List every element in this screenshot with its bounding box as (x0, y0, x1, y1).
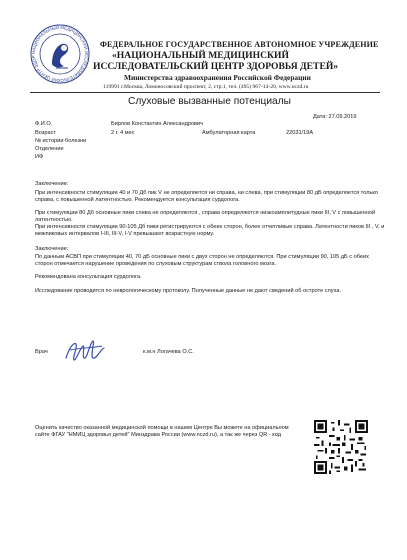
report-title: Слуховые вызванные потенциалы (128, 96, 291, 107)
history-label: № истории болезни (35, 138, 87, 144)
institution-logo-icon (30, 24, 90, 84)
card-label: Амбулаторная карта (202, 130, 256, 136)
conclusion1-paragraph2: При стимуляции 80 Дб основные пики слева не определяются , справа определяются низкоамплитудные пики III, V с повышенной латентностью. (35, 210, 376, 223)
header-org-line2: «НАЦИОНАЛЬНЫЙ МЕДИЦИНСКИЙ (112, 50, 289, 61)
header-org-line3: ИССЛЕДОВАТЕЛЬСКИЙ ЦЕНТР ЗДОРОВЬЯ ДЕТЕЙ» (93, 61, 339, 72)
fio-value: Бирлов Константин Александрович (111, 121, 204, 127)
svg-text:НАЦИОНАЛЬНЫЙ МЕДИЦИНСКИЙ ИССЛЕ: НАЦИОНАЛЬНЫЙ МЕДИЦИНСКИЙ ИССЛЕДОВАТЕЛЬСКИЙ ЦЕНТР ЗДОР (30, 24, 90, 84)
doctor-name: к.м.н Логачева О.С. (143, 349, 194, 355)
header-address: 119991 г.Москва, Ломоносовский проспект, 2, стр.1, тел. (495) 967-14-20, www.nczd.ru (103, 84, 309, 90)
conclusion1-paragraph3: При интенсивности стимуляции 90-105 Дб пики регистрируются с обеих сторон, более отчетливые справа. Латентности пиков III , V, и межпиковых интервалов I-III, III-V, I-V превышают возрастную норму. (35, 224, 385, 237)
header-divider (30, 92, 380, 93)
report-date: Дата: 27.09.2019 (313, 114, 357, 120)
conclusion2-recommendation: Рекомендована консультация сурдолога. (35, 274, 142, 280)
card-value: 22031/19А (286, 130, 314, 136)
conclusion2-paragraph1: По данным АСВП при стимуляции 40, 70 дБ основные пики с двух сторон не определяются. При стимуляции 90, 105 дБ с обеих сторон отмечается нарушение проведения по слуховым структурам ствола головного мозга. (35, 254, 369, 267)
footer-line2: сайте ФГАУ "НМИЦ здоровья детей" Минздрава России (www.nczd.ru), а так же через QR - код (35, 432, 282, 438)
fio-label: Ф.И.О. (35, 121, 53, 127)
header-org-line1: ФЕДЕРАЛЬНОЕ ГОСУДАРСТВЕННОЕ АВТОНОМНОЕ УЧРЕЖДЕНИЕ (100, 40, 379, 49)
conclusion1-heading: Заключение: (35, 181, 69, 187)
doctor-label: Врач (35, 349, 48, 355)
qr-code-icon (314, 420, 368, 474)
department-label: Отделение (35, 146, 64, 152)
age-value: 2 г. 4 мес (111, 130, 135, 136)
ifa-label: ИФ (35, 154, 44, 160)
footer-line1: Оценить качество оказанной медицинской помощи в нашем Центре Вы можете на официальном (35, 425, 289, 431)
protocol-note: Исследование проводится по неврологическому протоколу. Полученные данные не дают сведений об остроте слуха. (35, 288, 342, 294)
conclusion2-heading: Заключение: (35, 246, 69, 252)
doctor-signature-icon (60, 336, 110, 366)
age-label: Возраст (35, 130, 56, 136)
header-ministry: Министерства здравоохранения Российской Федерации (124, 73, 311, 82)
conclusion1-paragraph1: При интенсивности стимуляции 40 и 70 Дб пик V не определяется ни справа, ни слева, при стимуляции 80 дБ определяется только справа, с повышенной латентностью. Рекомендуется консультация сурдолога. (35, 190, 378, 203)
